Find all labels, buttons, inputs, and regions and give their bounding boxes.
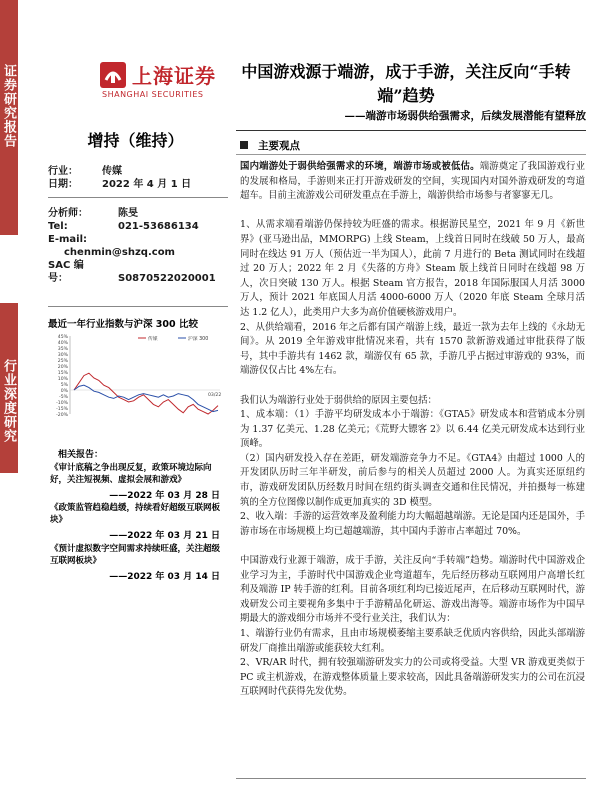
main-body: [240, 160, 585, 715]
analyst-divider: [48, 306, 228, 307]
body-paragraph: [240, 554, 585, 700]
info-block: [48, 165, 228, 191]
analyst-row: [48, 220, 228, 233]
analyst-key: 分析师：: [48, 208, 88, 219]
brand-name-en: SHANGHAI SECURITIES: [102, 90, 204, 99]
body-paragraph: [240, 321, 585, 379]
body-paragraph: [240, 394, 585, 540]
report-subtitle: ——端游市场弱供给强需求，后续发展潜能有望释放: [344, 110, 586, 122]
info-key: 行业：: [48, 166, 78, 177]
analyst-key: SAC 编号：: [48, 260, 84, 284]
body-paragraph: [240, 218, 585, 320]
chart-y-tick-label: 40%: [57, 340, 68, 346]
footer-divider: [236, 778, 586, 779]
analyst-phone: 021-53686134: [118, 221, 199, 232]
chart-y-tick-label: 25%: [57, 358, 68, 364]
paragraph-text: 2、从供给端看，2016 年之后都有国产端游上线，最近一款为去年上线的《永劫无间》。从 2019 全年游戏审批情况来看，共有 1570 款新游戏通过审批获得了版号，其中手游共有 1462 款，端游仅有 65 款，手游几乎占据过审游戏的 93%，而端游仅仅占比 4%左右。: [240, 321, 585, 377]
chart-y-tick-label: 45%: [57, 334, 68, 340]
analyst-block: [48, 207, 228, 285]
analyst-key: E-mail:: [48, 234, 88, 245]
chart-y-tick-label: 30%: [57, 352, 68, 358]
chart-legend-label: 传媒: [148, 337, 158, 342]
chart-series-line: [74, 373, 218, 414]
chart-y-tick-label: 20%: [57, 364, 68, 370]
related-report-item[interactable]: 《审计底稿之争出现反复，政策环境边际向好，关注短视频、虚拟会展和游戏》: [50, 463, 212, 485]
title-divider: [236, 130, 586, 131]
info-divider: [48, 197, 228, 198]
body-paragraph: [240, 160, 585, 204]
info-value: 传媒: [102, 166, 122, 177]
report-title: 中国游戏源于端游，成于手游，关注反向“手转端”趋势: [241, 62, 571, 105]
chart-y-tick-label: 15%: [57, 370, 68, 376]
section-divider: [236, 154, 586, 155]
section-heading-text: 主要观点: [258, 140, 300, 152]
side-band-middle: [0, 303, 18, 473]
side-band-top: [0, 0, 18, 235]
related-reports-title: 相关报告：: [58, 450, 104, 460]
rating: 增持（维持）: [87, 131, 184, 150]
analyst-email[interactable]: chenmin@shzq.com: [64, 247, 175, 258]
analyst-sac-id: S0870522020001: [118, 273, 216, 284]
index-comparison-chart: [48, 332, 228, 420]
chart-y-tick-label: -15%: [56, 406, 68, 412]
paragraph-text: 我们认为端游行业处于弱供给的原因主要包括： 1、成本端：（1）手游平均研发成本小于端游：《GTA5》研发成本和营销成本分别为 1.37 亿美元、1.28 亿美元；《荒野大镖客 2》以 6.44 亿美元研发成本达到行业顶峰。 （2）国内研发投入存在差距，研发端游竞争力不足。《GTA4》由超过 1000 人的开发团队历时三年半研发，前后参与的相关人员超过 2000 人。为真实还原纽约市，游戏研发团队历经数月时间在纽约街头调查交通和住民情况，并拍摄每一栋建筑的全方位图像以制作成更加真实的 3D 模型。 2、收入端：手游的运营效率及盈利能力均大幅超越端游。无论是国内还是国外，手游市场在市场规模上均已超越端游，其中国内手游市占率超过 70%。: [240, 394, 585, 537]
analyst-name: 陈旻: [118, 208, 138, 219]
chart-svg: [48, 332, 228, 420]
brand-mark-icon: [100, 62, 126, 88]
chart-y-tick-label: 10%: [57, 376, 68, 382]
side-label-research-report: 证券研究报告: [1, 64, 16, 148]
analyst-row: [48, 233, 228, 259]
paragraph-text: 端游奠定了我国游戏行业的发展和格局，手游则来正打开游戏研发的空间，实现国内对国外游戏研发的弯道超车。目前主流游戏公司研发重点在手游上，端游供给市场参与者寥寥无几。: [240, 161, 585, 202]
chart-y-tick-label: 0%: [60, 388, 68, 394]
analyst-row: [48, 259, 228, 285]
brand-name-cn: 上海证券: [132, 64, 216, 88]
side-label-industry-depth: 行业深度研究: [1, 359, 16, 443]
related-report-date: ——2022 年 03 月 21 日: [109, 531, 220, 541]
paragraph-text: 1、从需求端看端游仍保持较为旺盛的需求。根据游民星空，2021 年 9 月《新世界》(亚马逊出品，MMORPG) 上线 Steam，上线首日同时在线破 50 万人，最高同时在线达 91 万人（预估近一半为国人），此前 7 月进行的 Beta 测试同时在线超过 20 万人；2022 年 2 月《失落的方舟》Steam 版上线首日同时在线超 98 万人，次日突破 130 万人。根据 Steam 官方报告，2018 年国际服国人月活 3000 万人，预计 2021 年底国人月活 4000-6000 万人（2020 年底 Steam 全球月活达 1.2 亿人），此类用户大多为高价值硬核游戏用户。: [240, 219, 585, 318]
info-row: [48, 178, 228, 191]
chart-y-tick-label: 35%: [57, 346, 68, 352]
info-row: [48, 165, 228, 178]
square-bullet-icon: [240, 141, 248, 149]
related-report-item[interactable]: 《预计虚拟数字空间需求持续旺盛，关注超级互联网板块》: [50, 544, 221, 566]
related-report-item[interactable]: 《政策监管趋稳趋缓，持续看好超级互联网板块》: [50, 503, 221, 525]
chart-y-tick-label: -20%: [56, 412, 68, 418]
section-heading: [240, 138, 300, 153]
related-report-date: ——2022 年 03 月 14 日: [109, 572, 220, 582]
paragraph-lead: 国内端游处于弱供给强需求的环境，端游市场或被低估。: [240, 161, 480, 172]
analyst-key: Tel:: [48, 221, 68, 232]
analyst-row: [48, 207, 228, 220]
chart-x-tick-label: 03/22: [208, 393, 222, 398]
chart-y-tick-label: -10%: [56, 400, 68, 406]
chart-y-tick-label: 5%: [60, 382, 68, 388]
chart-legend-label: 沪深 300: [188, 337, 209, 342]
related-report-date: ——2022 年 03 月 28 日: [109, 491, 220, 501]
info-key: 日期：: [48, 179, 78, 190]
paragraph-text: 中国游戏行业源于端游，成于手游，关注反向“手转端”趋势。端游时代中国游戏企业学习为主，手游时代中国游戏企业弯道超车，先后经历移动互联网用户高增长红利及端游 IP 转手游的红利。目前各项红利均已接近尾声，在后移动互联网时代，游戏研发公司主要视角多集中于手游精品化研运、游戏出海等。端游市场作为中国早期最大的游戏细分市场并不受行业关注，我们认为： 1、端游行业仍有需求，且由市场规模萎缩主要系缺乏优质内容供给，因此头部端游研发厂商推出端游或能获较大红利。 2、VR/AR 时代，拥有较强端游研发实力的公司或将受益。大型 VR 游戏更类似于 PC 或主机游戏，在游戏整体质量上要求较高，因此具备端游研发实力的公司在沉浸互联网时代获得先发优势。: [240, 555, 585, 698]
chart-title: 最近一年行业指数与沪深 300 比较: [48, 319, 198, 330]
chart-y-tick-label: -5%: [59, 394, 68, 400]
info-value: 2022 年 4 月 1 日: [102, 179, 192, 190]
brand-logo: [100, 60, 225, 110]
